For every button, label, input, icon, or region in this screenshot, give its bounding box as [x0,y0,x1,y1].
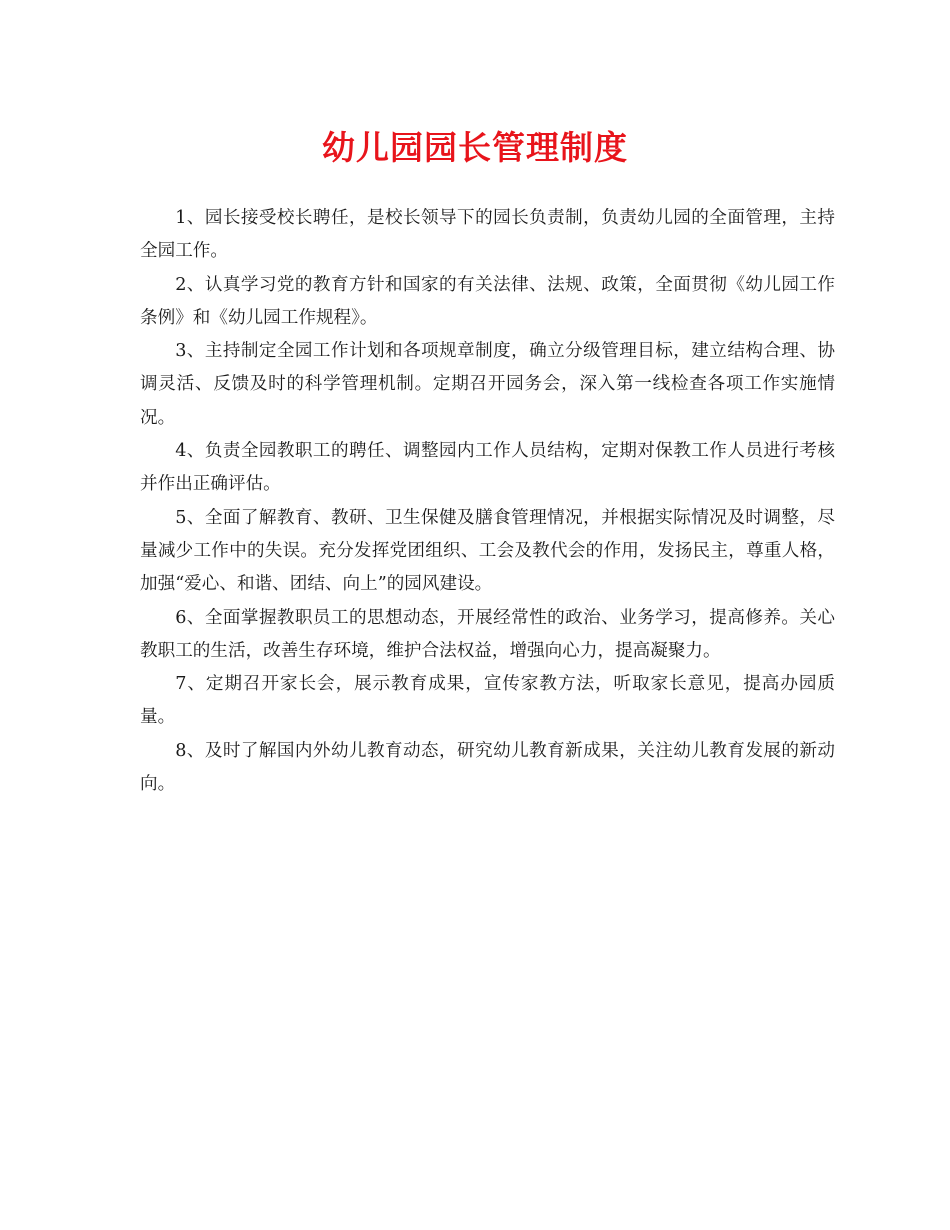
paragraph-7: 7、定期召开家长会，展示教育成果，宣传家教方法，听取家长意见，提高办园质量。 [140,674,835,728]
paragraph-6: 6、全面掌握教职员工的思想动态，开展经常性的政治、业务学习，提高修养。关心教职工的生活，改善生存环境，维护合法权益，增强向心力，提高凝聚力。 [140,607,835,661]
document-body [140,202,835,801]
document-title: 幼儿园园长管理制度 [322,128,628,167]
paragraph-5: 5、全面了解教育、教研、卫生保健及膳食管理情况，并根据实际情况及时调整，尽量减少工作中的失误。充分发挥党团组织、工会及教代会的作用，发扬民主，尊重人格，加强“爱心、和谐、团结、向上”的园风建设。 [140,507,835,595]
paragraph-8: 8、及时了解国内外幼儿教育动态，研究幼儿教育新成果，关注幼儿教育发展的新动向。 [140,740,835,795]
paragraph-3: 3、主持制定全园工作计划和各项规章制度，确立分级管理目标，建立结构合理、协调灵活、反馈及时的科学管理机制。定期召开园务会，深入第一线检查各项工作实施情况。 [140,341,835,428]
paragraph-4: 4、负责全园教职工的聘任、调整园内工作人员结构，定期对保教工作人员进行考核并作出正确评估。 [140,441,835,495]
paragraph-2: 2、认真学习党的教育方针和国家的有关法律、法规、政策，全面贯彻《幼儿园工作条例》和《幼儿园工作规程》。 [140,274,835,328]
paragraph-1: 1、园长接受校长聘任，是校长领导下的园长负责制，负责幼儿园的全面管理，主持全园工作。 [140,208,835,262]
